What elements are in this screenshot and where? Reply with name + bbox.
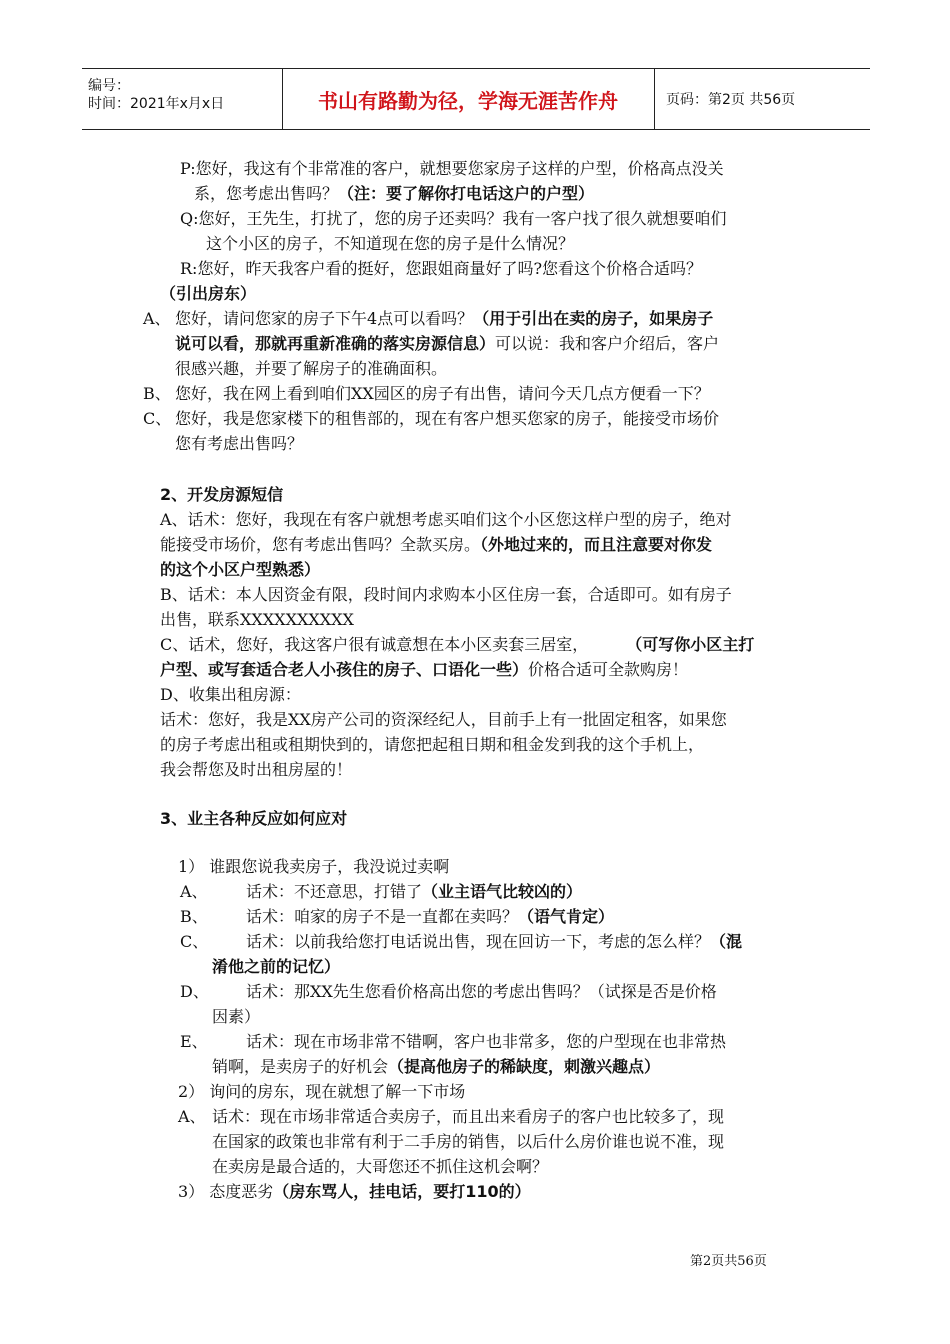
s3-d-line-1: 话术：那XX先生您看价格高出您的考虑出售吗？（试探是否是价格 (246, 982, 717, 1001)
s2-c-line-1: C、话术，您好，我这客户很有诚意想在本小区卖套三居室， （可写你小区主打 (160, 635, 755, 654)
s3-sub-3: 3） 态度恶劣（房东骂人，挂电话，要打110的） (178, 1182, 531, 1201)
s2-a-line-1: A、话术：您好，我现在有客户就想考虑买咱们这个小区您这样户型的房子，绝对 (160, 510, 732, 529)
q-line-1: Q:您好，王先生，打扰了，您的房子还卖吗？我有一客户找了很久就想要咱们 (180, 209, 727, 228)
s3-b-marker: B、 (180, 907, 208, 926)
s2-d-line-2: 话术：您好，我是XX房产公司的资深经纪人，目前手上有一批固定租客，如果您 (160, 710, 727, 729)
s3-d-line-2: 因素） (212, 1007, 261, 1026)
s3-b-line: 话术：咱家的房子不是一直都在卖吗？（语气肯定） (246, 907, 615, 926)
c-line-2: 您有考虑出售吗？ (175, 434, 304, 453)
section2-title: 2、开发房源短信 (160, 485, 284, 504)
s2-d-line-3: 的房子考虑出租或租期快到的，请您把起租日期和租金发到我的这个手机上， (160, 735, 705, 754)
s2-a-line-2: 能接受市场价，您有考虑出售吗？全款买房。（外地过来的，而且注意要对你发 (160, 535, 713, 554)
section3-title: 3、业主各种反应如何应对 (160, 809, 348, 828)
s3-e-line-1: 话术：现在市场非常不错啊，客户也非常多，您的户型现在也非常热 (246, 1032, 727, 1051)
a-line-1: 您好，请问您家的房子下午4点可以看吗？（用于引出在卖的房子，如果房子 (175, 309, 714, 328)
s2-d-line-4: 我会帮您及时出租房屋的！ (160, 760, 353, 779)
p-line-1: P:您好，我这有个非常准的客户，就想要您家房子这样的户型，价格高点没关 (180, 159, 724, 178)
c-line-1: 您好，我是您家楼下的租售部的，现在有客户想买您家的房子，能接受市场价 (175, 409, 720, 428)
number-label: 编号： (88, 78, 130, 94)
s3-2a-line-2: 在国家的政策也非常有利于二手房的销售，以后什么房价谁也说不准，现 (212, 1132, 725, 1151)
s3-c-marker: C、 (180, 932, 209, 951)
s3-a-line: 话术：不还意思，打错了（业主语气比较凶的） (246, 882, 583, 901)
b-line-1: 您好，我在网上看到咱们XX园区的房子有出售，请问今天几点方便看一下？ (175, 384, 710, 403)
s3-2a-line-1: 话术：现在市场非常适合卖房子，而且出来看房子的客户也比较多了，现 (212, 1107, 725, 1126)
footer-page-number: 第2页共56页 (690, 1254, 767, 1269)
a-marker: A、 (143, 309, 171, 328)
s3-c-line-1: 话术：以前我给您打电话说出售，现在回访一下，考虑的怎么样？（混 (246, 932, 743, 951)
r-line-2: （引出房东） (160, 284, 257, 303)
r-line-1: R:您好，昨天我客户看的挺好，您跟姐商量好了吗?您看这个价格合适吗？ (180, 259, 703, 278)
s2-b-line-2: 出售，联系XXXXXXXXXX (160, 610, 354, 629)
b-marker: B、 (143, 384, 171, 403)
s3-e-marker: E、 (180, 1032, 208, 1051)
a-line-2: 说可以看，那就再重新准确的落实房源信息）可以说：我和客户介绍后，客户 (175, 334, 720, 353)
q-line-2: 这个小区的房子，不知道现在您的房子是什么情况？ (206, 234, 575, 253)
s3-d-marker: D、 (180, 982, 209, 1001)
date-label: 时间：2021年x月x日 (88, 96, 225, 112)
s3-sub-2: 2） 询问的房东，现在就想了解一下市场 (178, 1082, 466, 1101)
header-motto: 书山有路勤为径，学海无涯苦作舟 (282, 69, 655, 129)
p-line-2: 系，您考虑出售吗？（注：要了解你打电话这户的户型） (194, 184, 595, 203)
s3-2a-line-3: 在卖房是最合适的，大哥您还不抓住这机会啊？ (212, 1157, 549, 1176)
s2-b-line-1: B、话术：本人因资金有限，段时间内求购本小区住房一套，合适即可。如有房子 (160, 585, 732, 604)
c-marker: C、 (143, 409, 172, 428)
s3-a-marker: A、 (180, 882, 208, 901)
s2-d-line-1: D、收集出租房源： (160, 685, 301, 704)
header-meta (82, 69, 283, 129)
s2-a-line-3: 的这个小区户型熟悉） (160, 560, 321, 579)
a-line-3: 很感兴趣，并要了解房子的准确面积。 (175, 359, 448, 378)
s3-e-line-2: 销啊，是卖房子的好机会（提高他房子的稀缺度，刺激兴趣点） (212, 1057, 661, 1076)
s3-sub-1: 1） 谁跟您说我卖房子，我没说过卖啊 (178, 857, 450, 876)
page-header (82, 68, 870, 130)
s3-c-line-2: 淆他之前的记忆） (212, 957, 341, 976)
s2-c-line-2: 户型、或写套适合老人小孩住的房子、口语化一些）价格合适可全款购房！ (160, 660, 689, 679)
header-page-label: 页码：第2页 共56页 (666, 92, 796, 108)
s3-2a-marker: A、 (178, 1107, 206, 1126)
